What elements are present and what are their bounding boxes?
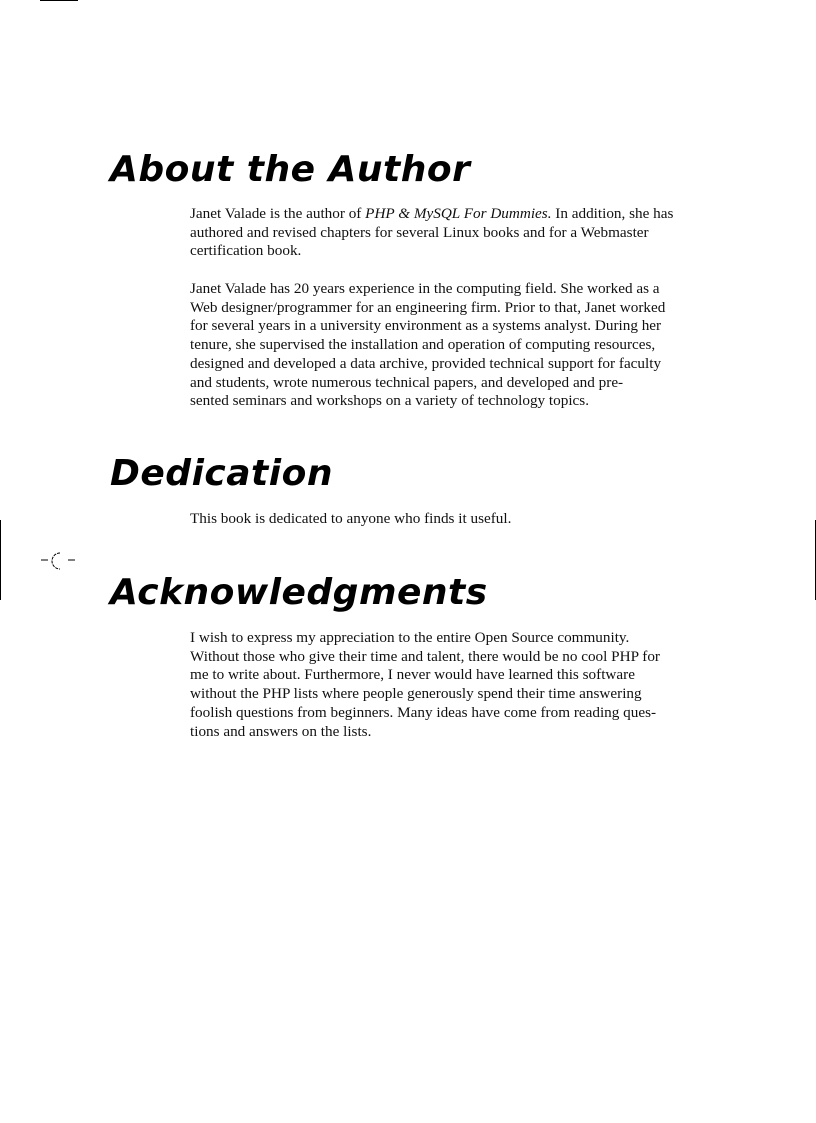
about-author-heading: About the Author xyxy=(110,149,471,190)
paragraph-line: Janet Valade has 20 years experience in the computing field. She worked as a xyxy=(190,280,660,297)
paragraph-line: This book is dedicated to anyone who finds it useful. xyxy=(190,510,512,527)
paragraph-line: without the PHP lists where people generously spend their time answering xyxy=(190,685,642,703)
about-paragraph-1 xyxy=(190,205,710,261)
dedication-heading: Dedication xyxy=(110,453,333,494)
paragraph-line: foolish questions from beginners. Many ideas have come from reading ques- xyxy=(190,703,657,721)
acknowledgments-paragraph xyxy=(190,629,710,741)
paragraph-line: certification book. xyxy=(190,242,302,260)
paragraph-line: me to write about. Furthermore, I never would have learned this software xyxy=(190,666,635,684)
book-title: PHP & MySQL For Dummies. xyxy=(365,205,552,222)
about-paragraph-2 xyxy=(190,280,710,411)
paragraph-line: tenure, she supervised the installation and operation of computing resources, xyxy=(190,336,656,354)
paragraph-line: for several years in a university environment as a systems analyst. During her xyxy=(190,317,662,335)
acknowledgments-heading: Acknowledgments xyxy=(110,572,488,613)
paragraph-line: Web designer/programmer for an engineering firm. Prior to that, Janet worked xyxy=(190,298,666,316)
paragraph-line: designed and developed a data archive, provided technical support for faculty xyxy=(190,354,662,372)
paragraph-line: authored and revised chapters for several Linux books and for a Webmaster xyxy=(190,223,649,241)
paragraph-line: tions and answers on the lists. xyxy=(190,722,372,740)
paragraph-line: and students, wrote numerous technical papers, and developed and pre- xyxy=(190,373,624,391)
paragraph-line: I wish to express my appreciation to the entire Open Source community. xyxy=(190,629,630,646)
crop-mark-top xyxy=(40,0,78,1)
registration-mark-icon xyxy=(40,551,80,571)
text-run: Janet Valade is the author of xyxy=(190,205,366,222)
paragraph-line: sented seminars and workshops on a variety of technology topics. xyxy=(190,392,590,410)
paragraph-line xyxy=(190,205,710,224)
text-run: In addition, she has xyxy=(551,205,674,222)
dedication-paragraph xyxy=(190,510,710,529)
crop-mark-left xyxy=(0,520,1,600)
paragraph-line: Without those who give their time and talent, there would be no cool PHP for xyxy=(190,647,660,665)
